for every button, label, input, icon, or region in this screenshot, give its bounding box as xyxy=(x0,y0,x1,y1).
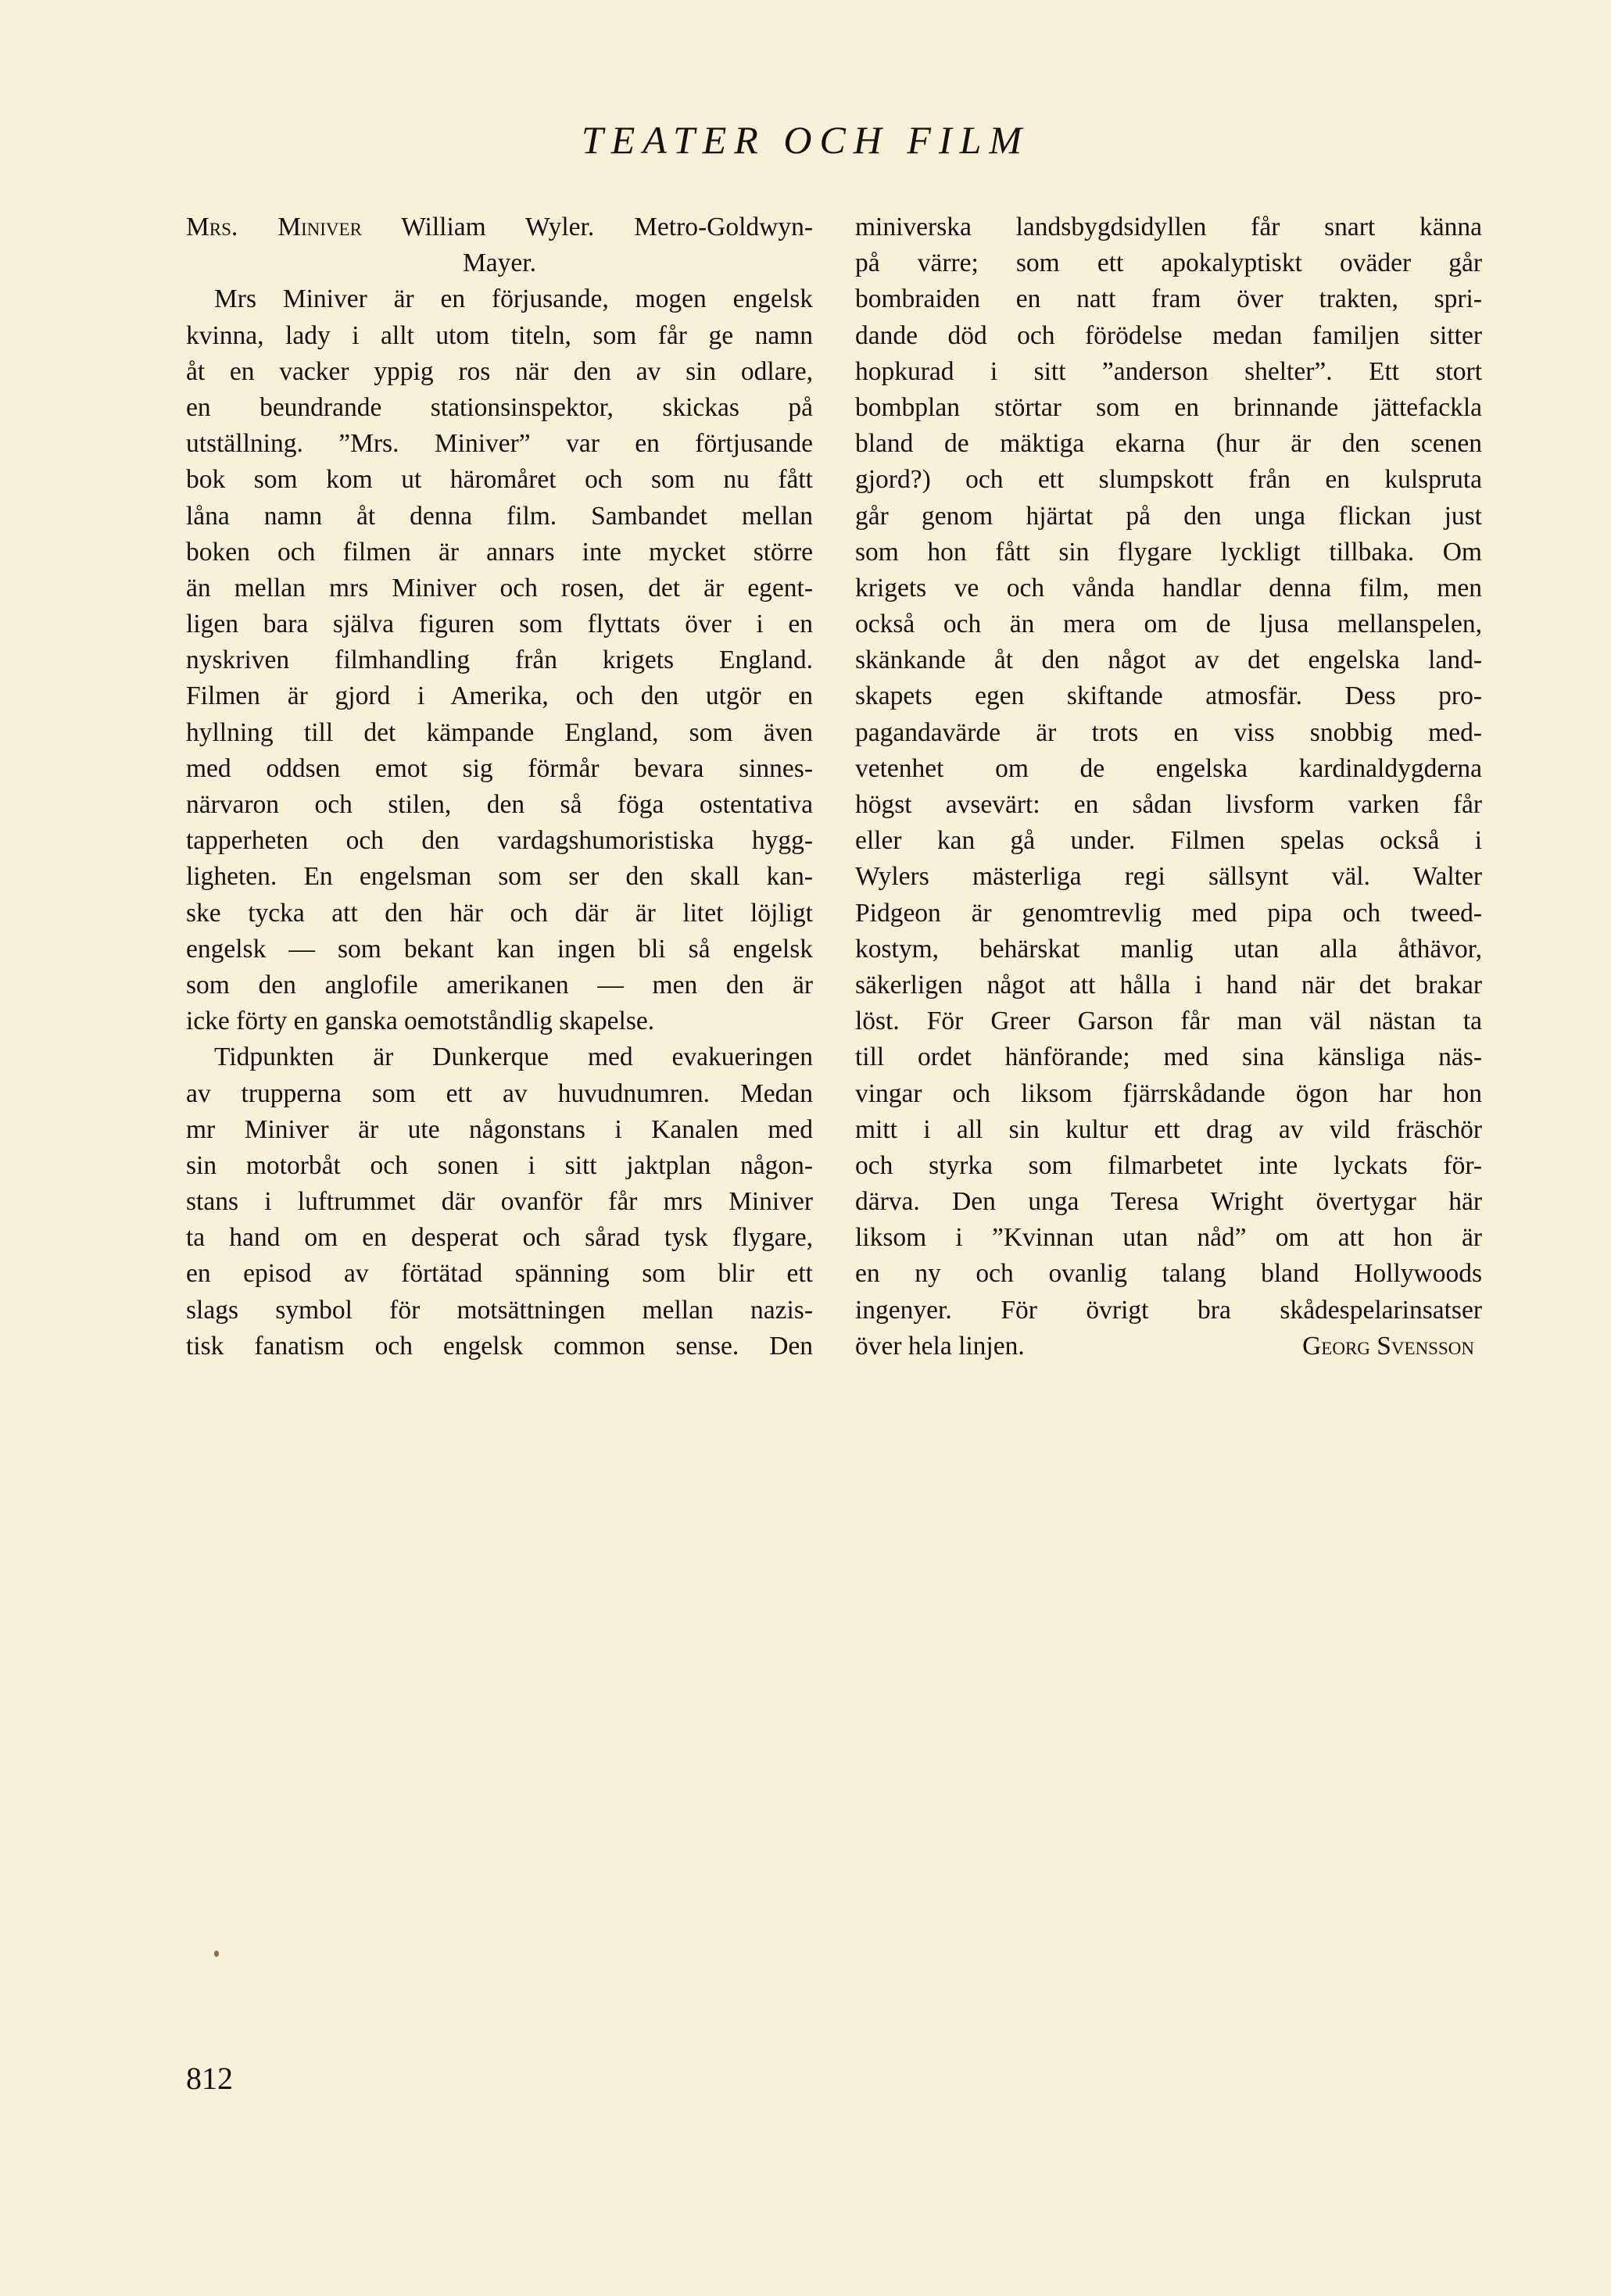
text-line: pagandavärde är trots en viss snobbig med- xyxy=(855,717,1482,747)
text-line: vetenhet om de engelska kardinaldygderna xyxy=(855,753,1482,783)
text-line: löst. För Greer Garson får man väl nästan ta xyxy=(855,1007,1482,1036)
text-line: bombraiden en natt fram över trakten, spri- xyxy=(855,284,1482,314)
text-line: ingenyer. För övrigt bra skådespelarinsatser xyxy=(855,1295,1482,1325)
text-line: engelsk — som bekant kan ingen bli så engelsk xyxy=(186,934,813,964)
text-line: kvinna, lady i allt utom titeln, som får ge namn xyxy=(186,320,813,350)
text-line: till ordet hänförande; med sina känsliga näs- xyxy=(855,1042,1482,1072)
closing-line xyxy=(855,1329,1482,1364)
text-line: skapets egen skiftande atmosfär. Dess pro- xyxy=(855,681,1482,711)
text-line: nyskriven filmhandling från krigets England. xyxy=(186,646,813,675)
text-line: låna namn åt denna film. Sambandet mellan xyxy=(186,501,813,531)
text-line: ligheten. En engelsman som ser den skall kan- xyxy=(186,862,813,892)
text-line: ligen bara själva figuren som flyttats över i en xyxy=(186,610,813,639)
text-line: än mellan mrs Miniver och rosen, det är egent- xyxy=(186,573,813,603)
text-line: Wylers mästerliga regi sällsynt väl. Walter xyxy=(855,862,1482,892)
right-column-body xyxy=(855,209,1482,1364)
text-line: sin motorbåt och sonen i sitt jaktplan någon- xyxy=(186,1150,813,1180)
text-line: en beundrande stationsinspektor, skickas på xyxy=(186,392,813,422)
text-line: åt en vacker yppig ros när den av sin odlare, xyxy=(186,356,813,386)
text-line: mitt i all sin kultur ett drag av vild fräschör xyxy=(855,1114,1482,1144)
text-line: stans i luftrummet där ovanför får mrs Miniver xyxy=(186,1187,813,1217)
article-heading xyxy=(186,209,813,245)
text-line: Filmen är gjord i Amerika, och den utgör en xyxy=(186,681,813,711)
text-line: säkerligen något att hålla i hand när det brakar xyxy=(855,970,1482,1000)
text-line: utställning. ”Mrs. Miniver” var en förtjusande xyxy=(186,429,813,459)
text-line: Tidpunkten är Dunkerque med evakueringen xyxy=(214,1042,813,1072)
text-line: tisk fanatism och engelsk common sense. Den xyxy=(186,1331,813,1361)
text-line: Pidgeon är genomtrevlig med pipa och tweed- xyxy=(855,898,1482,928)
text-line: en episod av förtätad spänning som blir ett xyxy=(186,1259,813,1289)
text-line: på värre; som ett apokalyptiskt oväder går xyxy=(855,249,1482,278)
page-number: 812 xyxy=(186,2061,233,2096)
text-line: vingar och liksom fjärrskådande ögon har hon xyxy=(855,1078,1482,1108)
text-line: ske tycka att den här och där är litet löjligt xyxy=(186,898,813,928)
paper-speck xyxy=(214,1951,219,1957)
text-line: bok som kom ut häromåret och som nu fått xyxy=(186,465,813,495)
text-line: med oddsen emot sig förmår bevara sinnes- xyxy=(186,753,813,783)
text-line: Mrs Miniver är en förjusande, mogen engelsk xyxy=(214,284,813,314)
text-line: boken och filmen är annars inte mycket större xyxy=(186,537,813,567)
text-line: mr Miniver är ute någonstans i Kanalen med xyxy=(186,1114,813,1144)
text-line: hopkurad i sitt ”anderson shelter”. Ett stort xyxy=(855,356,1482,386)
text-line: en ny och ovanlig talang bland Hollywoods xyxy=(855,1259,1482,1289)
text-line: hyllning till det kämpande England, som även xyxy=(186,717,813,747)
text-line: som den anglofile amerikanen — men den är xyxy=(186,970,813,1000)
text-line: gjord?) och ett slumpskott från en kulspruta xyxy=(855,465,1482,495)
text-line: liksom i ”Kvinnan utan nåd” om att hon är xyxy=(855,1223,1482,1253)
text-line: och styrka som filmarbetet inte lyckats för- xyxy=(855,1150,1482,1180)
text-line: icke förty en ganska oemotståndlig skapelse. xyxy=(186,1007,655,1036)
text-line: som hon fått sin flygare lyckligt tillbaka. Om xyxy=(855,537,1482,567)
film-credits-continued: Mayer. xyxy=(463,249,536,278)
left-column-body xyxy=(186,281,813,1364)
text-line: kostym, behärskat manlig utan alla åthävor, xyxy=(855,934,1482,964)
film-credits: William Wyler. Metro-Goldwyn- xyxy=(401,213,813,241)
text-line: tapperheten och den vardagshumoristiska hygg- xyxy=(186,826,813,856)
running-head: TEATER OCH FILM xyxy=(581,118,1030,162)
text-line: miniverska landsbygdsidyllen får snart känna xyxy=(855,213,1482,241)
text-line: bland de mäktiga ekarna (hur är den scenen xyxy=(855,429,1482,459)
text-line: också och än mera om de ljusa mellanspelen, xyxy=(855,610,1482,639)
text-line: går genom hjärtat på den unga flickan just xyxy=(855,501,1482,531)
text-line: krigets ve och vånda handlar denna film, men xyxy=(855,573,1482,603)
text-line: bombplan störtar som en brinnande jättefackla xyxy=(855,392,1482,422)
text-line: eller kan gå under. Filmen spelas också i xyxy=(855,826,1482,856)
text-line: av trupperna som ett av huvudnumren. Medan xyxy=(186,1078,813,1108)
film-title: Mrs. Miniver xyxy=(186,213,362,241)
text-line: ta hand om en desperat och sårad tysk flygare, xyxy=(186,1223,813,1253)
text-line: över hela linjen. xyxy=(855,1331,1025,1361)
text-line: därva. Den unga Teresa Wright övertygar här xyxy=(855,1187,1482,1217)
text-line: högst avsevärt: en sådan livsform varken får xyxy=(855,790,1482,819)
right-column xyxy=(855,209,1482,1364)
text-line: dande död och förödelse medan familjen sitter xyxy=(855,320,1482,350)
author-signature: Georg Svensson xyxy=(1302,1331,1474,1361)
text-line: slags symbol för motsättningen mellan nazis- xyxy=(186,1295,813,1325)
text-line: skänkande åt den något av det engelska land- xyxy=(855,646,1482,675)
text-line: närvaron och stilen, den så föga ostentativa xyxy=(186,790,813,819)
left-column xyxy=(186,209,813,1364)
